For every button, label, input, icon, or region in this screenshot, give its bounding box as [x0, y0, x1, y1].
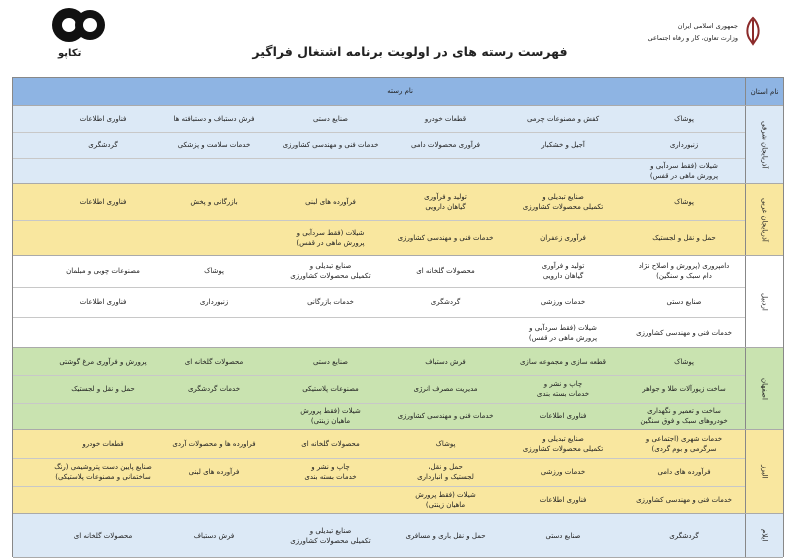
category-text: صنایع تبدیلی و — [309, 527, 352, 535]
province-row — [13, 348, 783, 430]
category-text: پوشاک — [674, 358, 694, 366]
row-separator — [13, 287, 745, 288]
category-cell — [388, 411, 503, 421]
category-text: آجیل و خشکبار — [541, 141, 585, 149]
category-cell — [51, 531, 155, 541]
province-column-header: نام استان — [745, 78, 783, 105]
category-cell — [273, 140, 388, 150]
category-cell — [503, 379, 623, 399]
province-name-cell — [745, 106, 783, 183]
category-cell — [273, 439, 388, 449]
category-text: تکمیلی محصولات کشاورزی — [522, 445, 604, 453]
category-text: خدمات سلامت و پزشکی — [177, 141, 251, 149]
row-separator — [13, 403, 745, 404]
province-name: ایلام — [760, 529, 769, 542]
category-text: صنایع تبدیلی و — [309, 262, 352, 270]
category-cell — [155, 531, 273, 541]
category-text: محصولات گلخانه ای — [73, 532, 133, 540]
category-text: بازرگانی و پخش — [190, 198, 238, 206]
category-text: شیلات (فقط سردآبی و — [650, 162, 718, 170]
category-text: صنایع دستی — [666, 298, 702, 306]
category-cell — [51, 439, 155, 449]
category-text: قطعات خودرو — [82, 440, 124, 448]
category-cell — [155, 197, 273, 207]
category-cell — [273, 384, 388, 394]
category-text: قطعات خودرو — [424, 115, 467, 123]
category-cell — [273, 197, 388, 207]
category-text: شیلات (فقط پرورش — [415, 491, 476, 499]
row-separator — [13, 158, 745, 159]
category-text: فراورده ها و محصولات آردی — [172, 440, 256, 448]
category-cell — [51, 357, 155, 367]
category-text: صنایع تبدیلی و — [542, 435, 584, 443]
category-text: تکمیلی محصولات کشاورزی — [290, 537, 371, 545]
category-text: فرش دستباف و دستبافته ها — [173, 115, 255, 123]
province-name: اردبیل — [760, 292, 769, 311]
category-text: چاپ و نشر و — [543, 380, 583, 388]
category-cell — [503, 495, 623, 505]
category-text: پوشاک — [204, 267, 224, 275]
category-text: خدمات فنی و مهندسی کشاورزی — [636, 496, 732, 504]
category-text: گیاهان دارویی — [425, 203, 466, 211]
ministry-line-2: وزارت تعاون، کار و رفاه اجتماعی — [647, 34, 738, 42]
category-cell — [388, 462, 503, 482]
category-cell — [51, 384, 155, 394]
category-cell — [503, 261, 623, 281]
category-text: خدمات فنی و مهندسی کشاورزی — [397, 412, 494, 420]
category-text: محصولات گلخانه ای — [184, 358, 244, 366]
category-text: محصولات گلخانه ای — [416, 267, 475, 275]
row-separator — [13, 132, 745, 133]
table-header-row — [13, 78, 783, 106]
province-row — [13, 184, 783, 256]
category-cell — [155, 357, 273, 367]
category-cell — [623, 495, 745, 505]
category-text: فناوری اطلاعات — [79, 298, 127, 306]
category-text: صنایع پایین دست پتروشیمی (رنگ — [54, 463, 152, 471]
category-cell — [51, 462, 155, 482]
category-text: تولید و فرآوری — [424, 193, 467, 201]
category-cell — [623, 161, 745, 181]
category-cell — [388, 140, 503, 150]
category-text: فناوری اطلاعات — [539, 412, 587, 420]
category-text: گردشگری — [430, 298, 461, 306]
category-cell — [388, 357, 503, 367]
category-cell — [623, 140, 745, 150]
category-cell — [273, 406, 388, 426]
category-text: حمل و نقل، — [428, 463, 463, 471]
category-text: چاپ و نشر و — [311, 463, 350, 471]
category-cell — [503, 434, 623, 454]
category-cell — [388, 439, 503, 449]
province-name: آذربایجان شرقی — [760, 120, 769, 169]
category-cell — [623, 197, 745, 207]
category-cell — [51, 140, 155, 150]
category-text: فرش دستباف — [425, 358, 466, 366]
category-cell — [503, 140, 623, 150]
province-row — [13, 256, 783, 348]
province-name: البرز — [760, 464, 769, 479]
category-cell — [273, 261, 388, 281]
category-cell — [503, 357, 623, 367]
category-cell — [273, 228, 388, 248]
category-text: ساخت و تعمیر و نگهداری — [647, 407, 721, 415]
category-text: فرآوری زعفران — [540, 234, 586, 242]
category-cell — [503, 467, 623, 477]
province-name-cell — [745, 348, 783, 429]
category-cell — [503, 114, 623, 124]
province-name-cell — [745, 430, 783, 513]
category-text: خدمات فنی و مهندسی کشاورزی — [282, 141, 379, 149]
category-text: مصنوعات چوبی و مبلمان — [66, 267, 140, 275]
category-text: صنایع دستی — [545, 532, 581, 540]
logo-circles-icon — [50, 4, 108, 46]
category-text: حمل و نقل و لجستیک — [71, 385, 135, 393]
category-text: مصنوعات پلاستیکی — [302, 385, 359, 393]
tekapoo-logo — [34, 4, 124, 66]
category-text: پوشاک — [435, 440, 456, 448]
category-cell — [503, 323, 623, 343]
category-text: فناوری اطلاعات — [79, 198, 127, 206]
province-row — [13, 106, 783, 184]
category-text: خدمات بسته بندی — [304, 473, 357, 481]
category-text: لجستیک و انبارداری — [417, 473, 474, 481]
category-text: خودروهای سبک و فوق سنگین — [640, 417, 728, 425]
category-text: زنبورداری — [199, 298, 229, 306]
province-name-cell — [745, 184, 783, 255]
category-column-header: نام رسته — [387, 87, 413, 95]
category-cell — [388, 490, 503, 510]
category-cell — [623, 384, 745, 394]
category-cell — [51, 297, 155, 307]
category-text: فرآوری محصولات دامی — [410, 141, 481, 149]
category-text: خدمات فنی و مهندسی کشاورزی — [397, 234, 494, 242]
category-text: ماهیان زینتی) — [310, 417, 351, 425]
document-title: فهرست رسته های در اولویت برنامه اشتغال فراگیر — [252, 44, 568, 59]
category-cell — [155, 140, 273, 150]
category-text: خدمات بسته بندی — [536, 390, 590, 398]
category-text: فناوری اطلاعات — [79, 115, 127, 123]
category-text: پرورش ماهی در قفس) — [649, 172, 719, 180]
category-text: گردشگری — [88, 141, 118, 149]
category-cell — [155, 266, 273, 276]
category-cell — [388, 266, 503, 276]
category-text: فناوری اطلاعات — [539, 496, 587, 504]
row-separator — [13, 220, 745, 221]
category-cell — [623, 261, 745, 281]
category-cell — [273, 297, 388, 307]
category-cell — [623, 297, 745, 307]
category-text: گردشگری — [669, 532, 699, 540]
category-cell — [623, 357, 745, 367]
category-text: تکمیلی محصولات کشاورزی — [522, 203, 604, 211]
category-cell — [388, 297, 503, 307]
category-cell — [623, 233, 745, 243]
category-text: دام سبک و سنگین) — [656, 272, 712, 280]
category-cell — [503, 297, 623, 307]
category-cell — [155, 297, 273, 307]
category-cell — [623, 467, 745, 477]
category-cell — [273, 526, 388, 546]
category-cell — [623, 328, 745, 338]
category-cell — [623, 406, 745, 426]
category-text: پرورش ماهی در قفس) — [528, 334, 598, 342]
category-text: تکمیلی محصولات کشاورزی — [290, 272, 371, 280]
document-header — [0, 0, 800, 74]
category-text: ساختمانی و مصنوعات پلاستیکی) — [55, 473, 151, 481]
category-text: حمل و نقل و لجستیک — [652, 234, 716, 242]
category-text: حمل و نقل باری و مسافری — [405, 532, 486, 540]
category-text: ساخت زیورآلات طلا و جواهر — [642, 385, 726, 393]
row-separator — [13, 486, 745, 487]
category-cell — [388, 114, 503, 124]
category-cell — [51, 197, 155, 207]
row-separator — [13, 458, 745, 459]
category-text: قطعه سازی و مجموعه سازی — [519, 358, 607, 366]
province-name: آذربایجان غربی — [760, 197, 769, 242]
ministry-line-1: جمهوری اسلامی ایران — [677, 22, 738, 30]
category-text: صنایع تبدیلی و — [542, 193, 584, 201]
category-text: محصولات گلخانه ای — [301, 440, 360, 448]
province-row — [13, 430, 783, 514]
category-text: فرش دستباف — [193, 532, 235, 540]
province-name-cell — [745, 256, 783, 347]
ministry-emblem — [647, 8, 764, 56]
category-cell — [155, 467, 273, 477]
category-text: خدمات ورزشی — [540, 468, 586, 476]
category-text: سرگرمی و بوم گردی) — [651, 445, 717, 453]
category-cell — [273, 357, 388, 367]
row-separator — [13, 375, 745, 376]
category-cell — [388, 192, 503, 212]
category-text: پرورش ماهی در قفس) — [296, 239, 365, 247]
logo-text: تکاپو — [58, 48, 82, 59]
priority-categories-table — [12, 77, 784, 557]
category-text: تولید و فرآوری — [541, 262, 585, 270]
province-row — [13, 514, 783, 558]
category-cell — [623, 434, 745, 454]
category-text: خدمات بازرگانی — [307, 298, 354, 306]
category-text: صنایع دستی — [312, 358, 349, 366]
category-cell — [51, 266, 155, 276]
category-text: گیاهان دارویی — [542, 272, 584, 280]
category-text: پوشاک — [674, 198, 694, 206]
province-name-cell — [745, 514, 783, 557]
category-cell — [503, 411, 623, 421]
category-cell — [503, 531, 623, 541]
category-text: فرآورده های لبنی — [188, 468, 240, 476]
category-text: خدمات گردشگری — [187, 385, 241, 393]
category-text: پوشاک — [674, 115, 694, 123]
category-cell — [388, 531, 503, 541]
category-cell — [503, 233, 623, 243]
category-text: کفش و مصنوعات چرمی — [526, 115, 600, 123]
category-text: پرورش و فرآوری مرغ گوشتی — [59, 358, 147, 366]
category-text: شیلات (فقط پرورش — [300, 407, 361, 415]
iran-emblem-icon — [742, 16, 764, 46]
category-text: دامپروری (پرورش و اصلاح نژاد — [638, 262, 730, 270]
row-separator — [13, 317, 745, 318]
category-cell — [503, 192, 623, 212]
category-cell — [623, 531, 745, 541]
category-text: ماهیان زینتی) — [425, 501, 466, 509]
category-cell — [273, 114, 388, 124]
category-text: شیلات (فقط سردآبی و — [529, 324, 597, 332]
category-cell — [155, 439, 273, 449]
category-text: مدیریت مصرف انرژی — [413, 385, 478, 393]
category-cell — [388, 384, 503, 394]
category-cell — [388, 233, 503, 243]
province-name: اصفهان — [760, 377, 769, 400]
category-text: زنبورداری — [669, 141, 699, 149]
category-text: فرآورده های لبنی — [305, 198, 356, 206]
category-text: خدمات فنی و مهندسی کشاورزی — [636, 329, 732, 337]
category-text: فرآورده های دامی — [657, 468, 711, 476]
category-cell — [51, 114, 155, 124]
category-text: خدمات شهری (اجتماعی و — [645, 435, 723, 443]
category-cell — [155, 114, 273, 124]
category-text: خدمات ورزشی — [540, 298, 586, 306]
category-cell — [623, 114, 745, 124]
category-cell — [273, 462, 388, 482]
category-cell — [155, 384, 273, 394]
category-text: صنایع دستی — [312, 115, 349, 123]
category-text: شیلات (فقط سردآبی و — [296, 229, 365, 237]
